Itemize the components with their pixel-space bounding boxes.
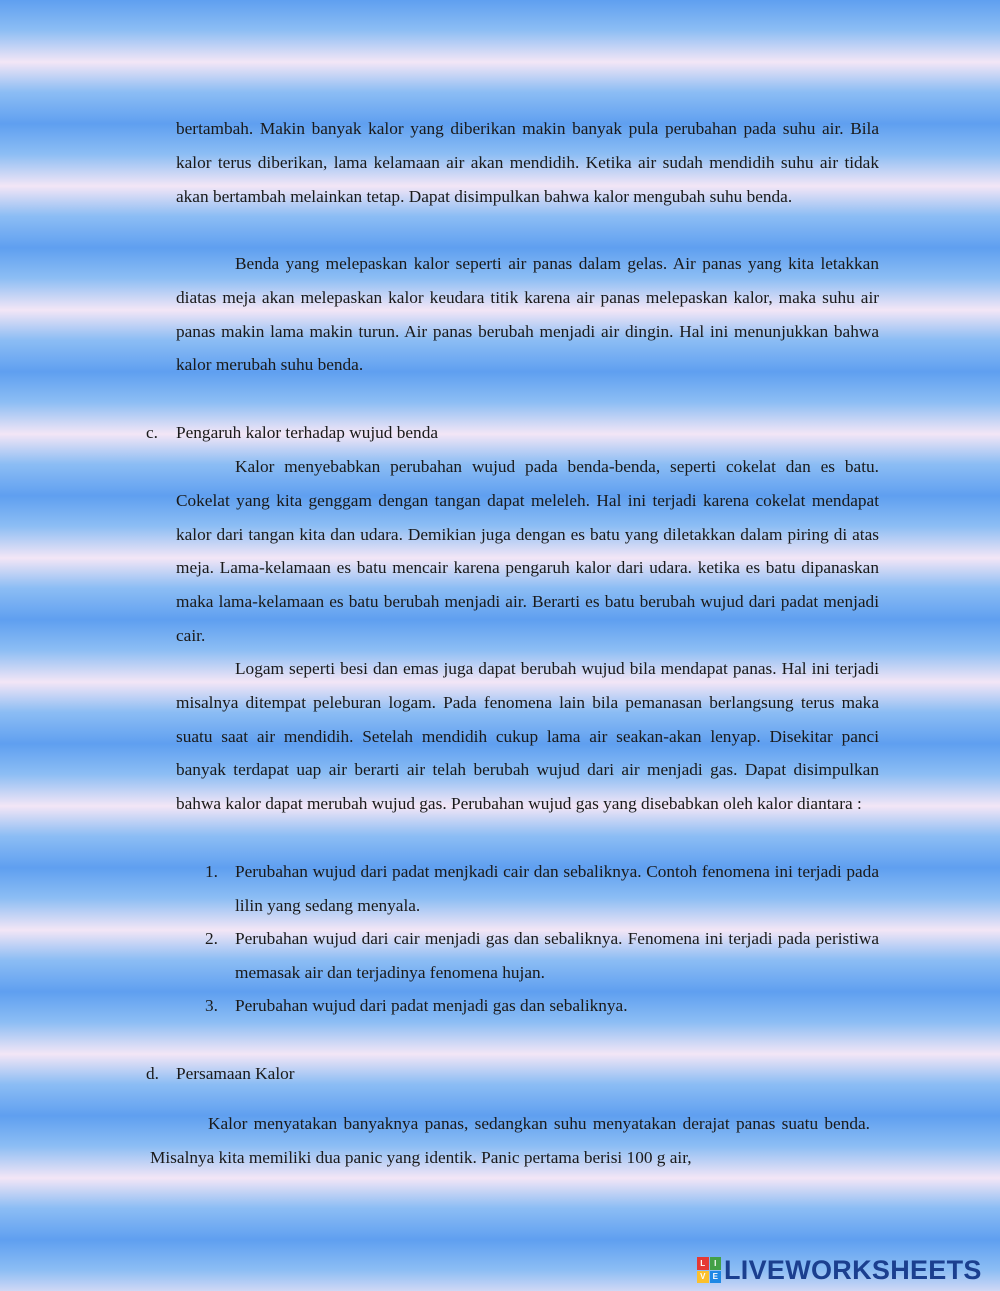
liveworksheets-logo	[697, 1254, 982, 1286]
section-d-marker: d.	[146, 1064, 159, 1083]
list-item-number: 1.	[205, 862, 218, 881]
paragraph-phase-change-chocolate-ice: Kalor menyebabkan perubahan wujud pada benda-benda, seperti cokelat dan es batu. Cokelat yang kita genggam dengan tangan dapat meleleh. Hal ini terjadi karena cokelat mendapat kalor dari tangan kita dan udara. Demikian juga dengan es batu yang diletakkan dalam piring di atas meja. Lama-kelamaan es batu mencair karena pengaruh kalor dari udara. ketika es batu dipanaskan maka lama-kelamaan es batu berubah menjadi air. Berarti es batu berubah wujud dari padat menjadi cair.	[176, 457, 879, 645]
paragraph-phase-change-metal: Logam seperti besi dan emas juga dapat berubah wujud bila mendapat panas. Hal ini terjadi misalnya ditempat peleburan logam. Pada fenomena lain bila pemanasan berlangsung terus maka suatu saat air mendidih. Setelah mendidih cukup lama air seakan-akan lenyap. Disekitar panci banyak terdapat uap air berarti air telah berubah wujud dari air menjadi gas. Dapat disimpulkan bahwa kalor dapat merubah wujud gas. Perubahan wujud gas yang disebabkan oleh kalor diantara :	[176, 659, 879, 814]
section-c-title: Pengaruh kalor terhadap wujud benda	[176, 423, 439, 442]
section-d-title: Persamaan Kalor	[176, 1064, 295, 1083]
list-item	[205, 989, 879, 1023]
live-badge-icon	[697, 1257, 721, 1283]
badge-letter: E	[710, 1271, 722, 1284]
list-item	[205, 855, 879, 923]
list-item-text: Perubahan wujud dari padat menjadi gas dan sebaliknya.	[235, 996, 628, 1015]
paragraph-heat-raises-temperature: bertambah. Makin banyak kalor yang diberikan makin banyak pula perubahan pada suhu air. Bila kalor terus diberikan, lama kelamaan air akan mendidih. Ketika air sudah mendidih suhu air tidak akan bertambah melainkan tetap. Dapat disimpulkan bahwa kalor mengubah suhu benda.	[176, 119, 879, 206]
logo-text: LIVEWORKSHEETS	[724, 1254, 982, 1285]
paragraph-heat-equation-intro: Kalor menyatakan banyaknya panas, sedangkan suhu menyatakan derajat panas suatu benda. Misalnya kita memiliki dua panic yang identik. Panic pertama berisi 100 g air,	[150, 1114, 870, 1167]
badge-letter: I	[710, 1257, 722, 1270]
badge-letter: L	[697, 1257, 709, 1270]
list-item-text: Perubahan wujud dari padat menjkadi cair dan sebaliknya. Contoh fenomena ini terjadi pada lilin yang sedang menyala.	[235, 862, 879, 915]
section-c-marker: c.	[146, 423, 158, 442]
list-item-number: 3.	[205, 996, 218, 1015]
list-item-text: Perubahan wujud dari cair menjadi gas dan sebaliknya. Fenomena ini terjadi pada peristiwa memasak air dan terjadinya fenomena hujan.	[235, 929, 879, 982]
list-item-number: 2.	[205, 929, 218, 948]
paragraph-heat-release: Benda yang melepaskan kalor seperti air panas dalam gelas. Air panas yang kita letakkan diatas meja akan melepaskan kalor keudara titik karena air panas melepaskan kalor, maka suhu air panas makin lama makin turun. Air panas berubah menjadi air dingin. Hal ini menunjukkan bahwa kalor merubah suhu benda.	[176, 254, 879, 375]
list-item	[205, 922, 879, 990]
section-d-heading	[146, 1057, 295, 1091]
section-c-heading	[146, 416, 438, 450]
badge-letter: V	[697, 1271, 709, 1284]
